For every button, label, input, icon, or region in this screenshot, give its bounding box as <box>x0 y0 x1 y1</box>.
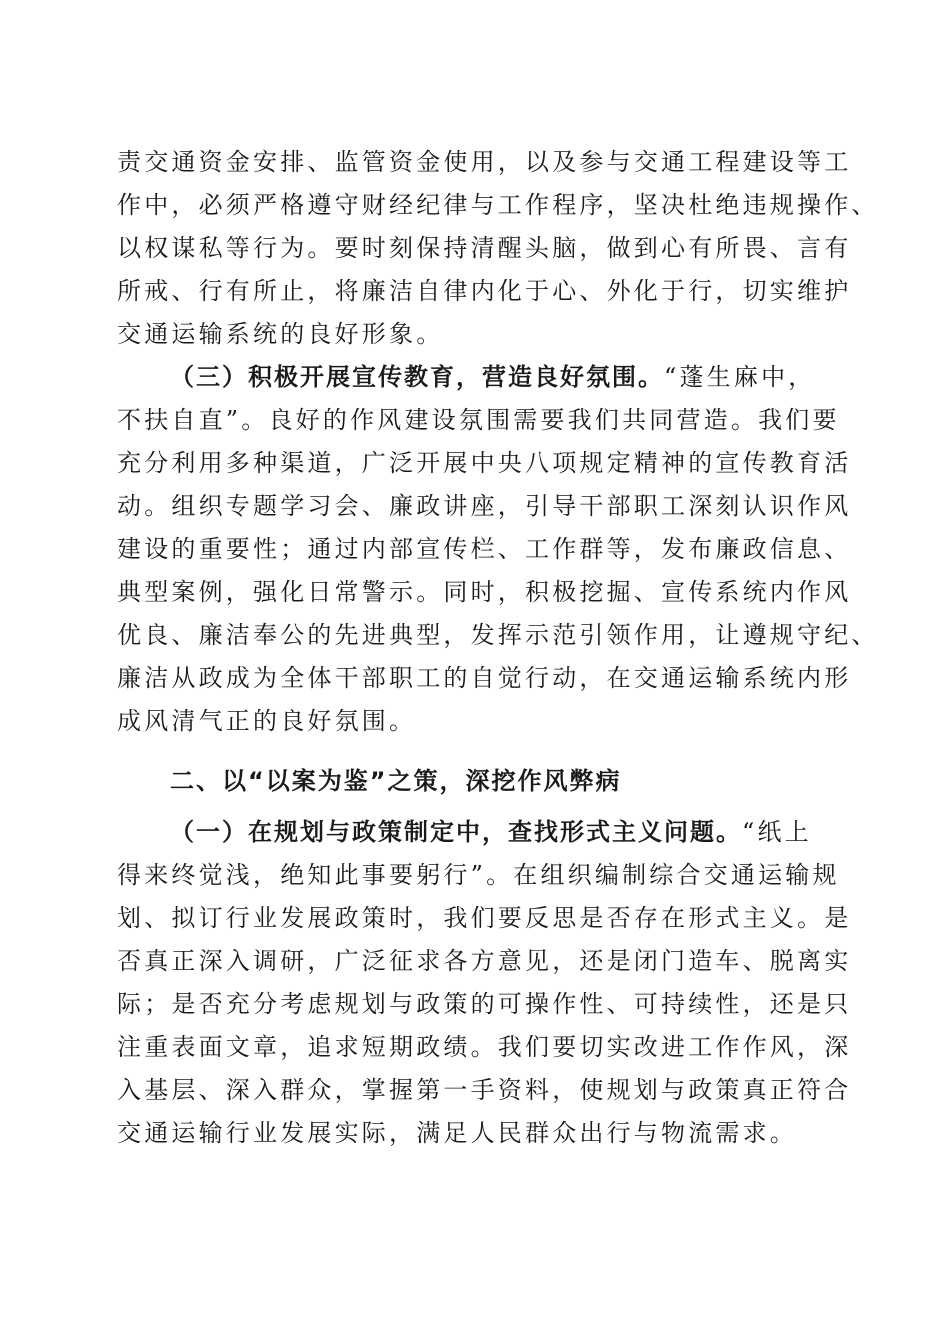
body-line-17: 得来终觉浅，绝知此事要躬行”。在组织编制综合交通运输规 <box>117 861 840 889</box>
body-line-5: 交通运输系统的良好形象。 <box>117 320 444 348</box>
body-line-2: 作中，必须严格遵守财经纪律与工作程序，坚决杜绝违规操作、 <box>117 191 879 219</box>
body-line-21: 注重表面文章，追求短期政绩。我们要切实改进工作作风，深 <box>117 1033 852 1061</box>
section-2-heading: 二、以“以案为鉴”之策，深挖作风弊病 <box>170 767 622 795</box>
body-line-19: 否真正深入调研，广泛征求各方意见，还是闭门造车、脱离实 <box>117 947 852 975</box>
subsection-1-first-line <box>170 812 812 852</box>
body-line-1: 责交通资金安排、监管资金使用，以及参与交通工程建设等工 <box>117 148 852 176</box>
body-line-3: 以权谋私等行为。要时刻保持清醒头脑，做到心有所畏、言有 <box>117 234 852 262</box>
section-3-heading: （三）积极开展宣传教育，营造良好氛围。 <box>170 363 664 391</box>
body-line-4: 所戒、行有所止，将廉洁自律内化于心、外化于行，切实维护 <box>117 277 852 305</box>
body-line-10: 建设的重要性；通过内部宣传栏、工作群等，发布廉政信息、 <box>117 535 852 563</box>
section-3-first-line <box>170 357 815 397</box>
subsection-1-heading: （一）在规划与政策制定中，查找形式主义问题。 <box>170 818 742 846</box>
body-line-13: 廉洁从政成为全体干部职工的自觉行动，在交通运输系统内形 <box>117 664 852 692</box>
body-line-9: 动。组织专题学习会、廉政讲座，引导干部职工深刻认识作风 <box>117 492 852 520</box>
body-line-14: 成风清气正的良好氛围。 <box>117 707 417 735</box>
body-line-12: 优良、廉洁奉公的先进典型，发挥示范引领作用，让遵规守纪、 <box>117 621 879 649</box>
subsection-1-quote-start: “纸上 <box>742 818 812 846</box>
section-3-quote-start: “蓬生麻中， <box>664 363 816 391</box>
body-line-22: 入基层、深入群众，掌握第一手资料，使规划与政策真正符合 <box>117 1076 852 1104</box>
body-line-20: 际；是否充分考虑规划与政策的可操作性、可持续性，还是只 <box>117 990 852 1018</box>
body-line-11: 典型案例，强化日常警示。同时，积极挖掘、宣传系统内作风 <box>117 578 852 606</box>
body-line-8: 充分利用多种渠道，广泛开展中央八项规定精神的宣传教育活 <box>117 449 852 477</box>
body-line-23: 交通运输行业发展实际，满足人民群众出行与物流需求。 <box>117 1119 797 1147</box>
body-line-18: 划、拟订行业发展政策时，我们要反思是否存在形式主义。是 <box>117 904 852 932</box>
body-line-7: 不扶自直”。良好的作风建设氛围需要我们共同营造。我们要 <box>117 406 840 434</box>
